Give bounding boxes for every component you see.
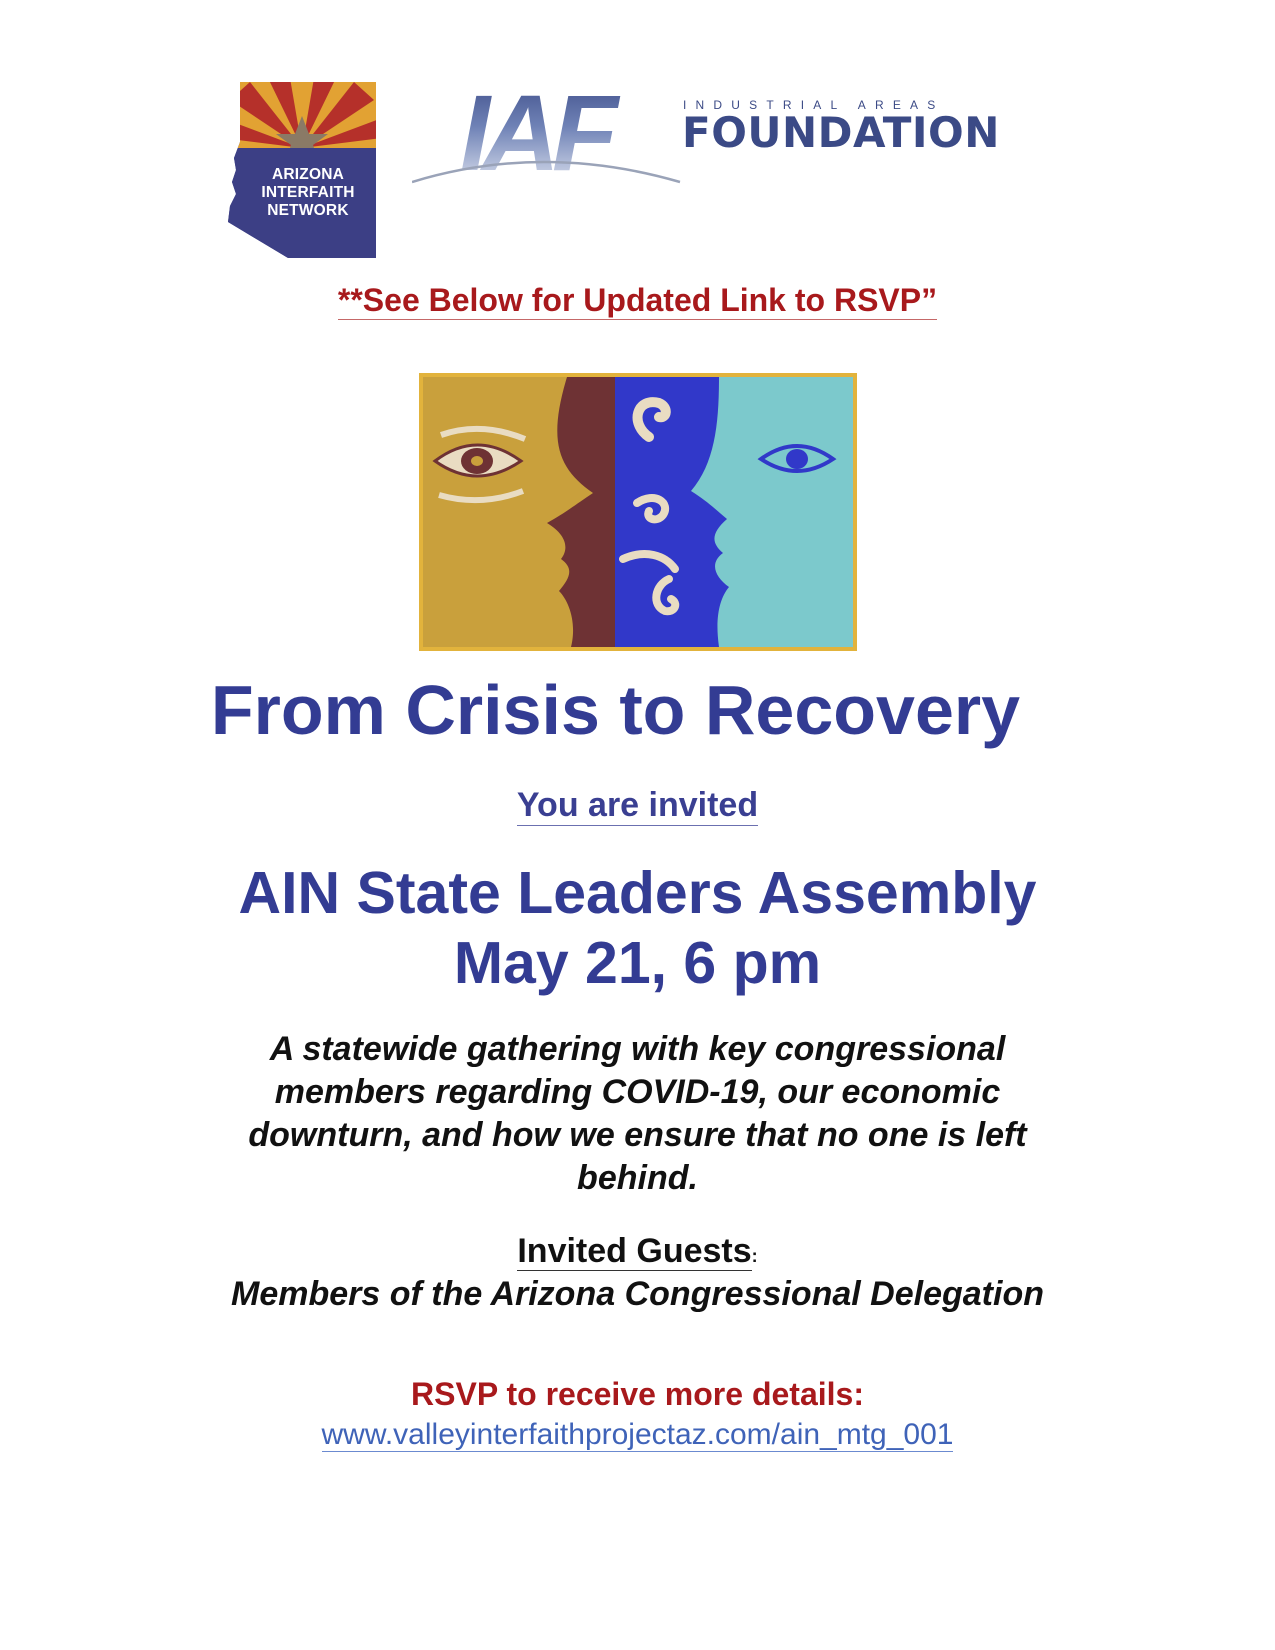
rsvp-link-row: [0, 1418, 1275, 1452]
guests-label: Invited Guests: [517, 1232, 752, 1270]
ain-logo-line-1: ARIZONA: [271, 166, 344, 183]
rsvp-label: RSVP to receive more details:: [411, 1376, 864, 1412]
invitation-text: You are invited: [516, 786, 759, 824]
rsvp-link[interactable]: www.valleyinterfaithprojectaz.com/ain_mtg_001: [321, 1418, 954, 1451]
ain-logo-line-3: NETWORK: [267, 202, 349, 219]
invitation-line: [0, 786, 1275, 825]
event-block: [0, 858, 1275, 998]
guests-value: Members of the Arizona Congressional Delegation: [231, 1275, 1044, 1313]
ain-logo-text: [228, 166, 388, 220]
headline: From Crisis to Recovery: [210, 671, 1021, 749]
notice-text: **See Below for Updated Link to RSVP”: [337, 282, 938, 318]
event-datetime: May 21, 6 pm: [453, 930, 822, 996]
event-title: AIN State Leaders Assembly: [238, 860, 1037, 926]
iaf-subtitle: INDUSTRIAL AREAS: [683, 98, 945, 112]
rsvp-update-notice: [0, 282, 1275, 319]
iaf-logo-mark: [412, 78, 692, 190]
iaf-letters: IAF: [460, 78, 610, 190]
event-description: A statewide gathering with key congressional members regarding COVID-19, our economic downturn, and how we ensure that no one is left behind.: [248, 1030, 1027, 1197]
guests-heading: [0, 1232, 1275, 1271]
arizona-interfaith-network-logo: [228, 82, 376, 258]
iaf-title: FOUNDATION: [682, 108, 1000, 157]
ain-logo-line-2: INTERFAITH: [261, 184, 355, 201]
guests-label-colon: :: [751, 1246, 758, 1266]
two-faces-artwork: [419, 373, 857, 651]
